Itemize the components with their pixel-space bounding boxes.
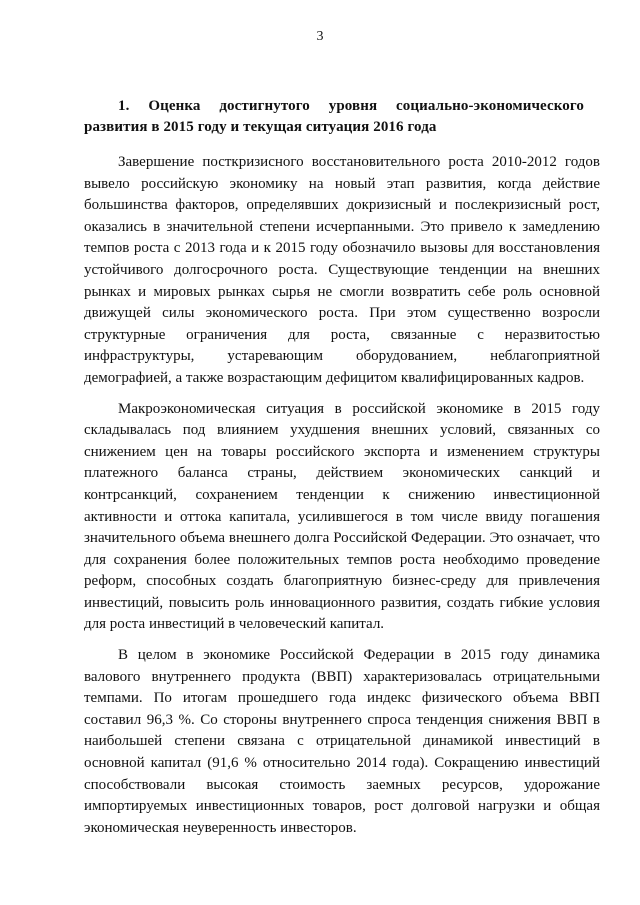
- paragraph-3: В целом в экономике Российской Федерации в 2015 году динамика валового внутреннего продукта (ВВП) характеризовалась отрицательными темпами. По итогам прошедшего года индекс физического объема ВВП составил 96,3 %. Со стороны внутреннего спроса тенденция снижения ВВП в наибольшей степени связана с отрицательной динамикой инвестиций в основной капитал (91,6 % относительно 2014 года). Сокращению инвестиций способствовали высокая стоимость заемных ресурсов, удорожание импортируемых инвестиционных товаров, рост долговой нагрузки и общая экономическая неуверенность инвесторов.: [84, 647, 600, 836]
- section-heading: 1. Оценка достигнутого уровня социально-экономического развития в 2015 году и текущая ситуация 2016 года: [84, 98, 584, 135]
- paragraph-2: Макроэкономическая ситуация в российской экономике в 2015 году складывалась под влиянием ухудшения внешних условий, связанных со снижением цен на товары российского экспорта и изменением структуры платежного баланса страны, действием экономических санкций и контрсанкций, сохранением тенденции к снижению инвестиционной активности и оттока капитала, усилившегося в том числе ввиду погашения значительного объема внешнего долга Российской Федерации. Это означает, что для сохранения более положительных темпов роста необходимо проведение реформ, способных создать благоприятную бизнес-среду для привлечения инвестиций, повысить роль инновационного развития, создать гибкие условия для роста инвестиций в человеческий капитал.: [84, 400, 600, 633]
- paragraph-1: Завершение посткризисного восстановительного роста 2010-2012 годов вывело российскую экономику на новый этап развития, когда действие большинства факторов, определявших докризисный и послекризисный рост, оказались в значительной степени исчерпанными. Это привело к замедлению темпов роста с 2013 года и к 2015 году обозначило вызовы для восстановления устойчивого долгосрочного роста. Существующие тенденции на внешних рынках и мировых рынках сырья не смогли возвратить себе роль основной движущей силы экономического роста. При этом существенно возросли структурные ограничения для роста, связанные с неразвитостью инфраструктуры, устаревающим оборудованием, неблагоприятной демографией, а также возрастающим дефицитом квалифицированных кадров.: [84, 154, 600, 386]
- body-text: [84, 152, 600, 848]
- page-number: 3: [316, 29, 324, 44]
